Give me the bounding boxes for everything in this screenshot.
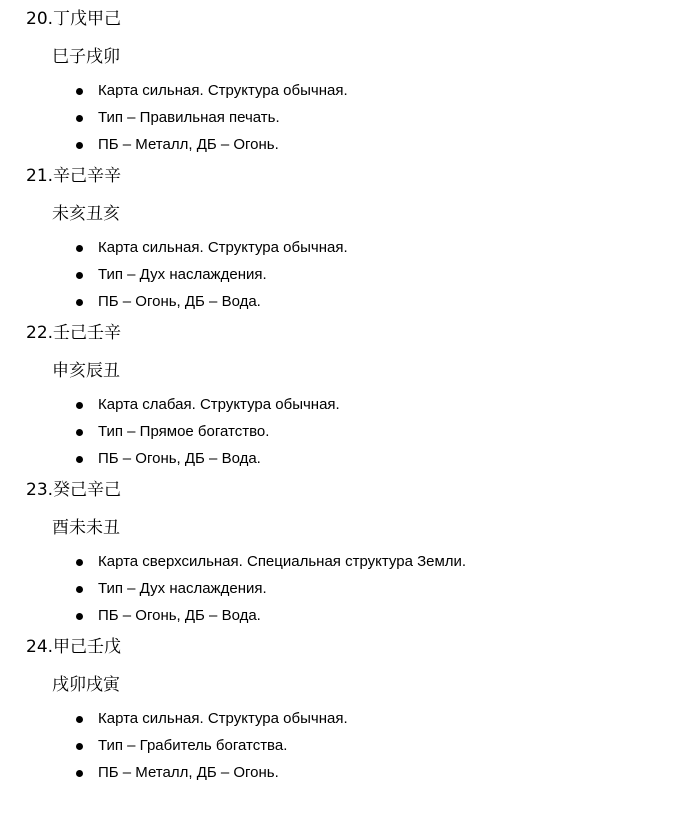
list-item <box>0 551 660 573</box>
list-item-text: Карта сильная. Структура обычная. <box>98 710 348 727</box>
entry-heading <box>26 165 121 187</box>
entry-number: 23. <box>26 480 54 500</box>
list-item <box>0 107 660 129</box>
entry-number: 24. <box>26 637 54 657</box>
bullet-dot-icon <box>76 586 83 593</box>
list-item <box>0 762 660 784</box>
list-item-text: Тип – Прямое богатство. <box>98 423 270 440</box>
list-item <box>0 264 660 286</box>
entry-number: 21. <box>26 166 54 186</box>
list-item <box>0 448 660 470</box>
bullet-dot-icon <box>76 299 83 306</box>
earthly-branches: 申亥辰丑 <box>52 361 120 381</box>
bullet-dot-icon <box>76 88 83 95</box>
earthly-branches: 戌卯戌寅 <box>52 675 120 695</box>
list-item-text: Тип – Правильная печать. <box>98 109 280 126</box>
list-item <box>0 708 660 730</box>
list-item-text: ПБ – Металл, ДБ – Огонь. <box>98 136 279 153</box>
bullet-dot-icon <box>76 770 83 777</box>
heavenly-stems: 丁戊甲己 <box>53 9 122 29</box>
list-item-text: ПБ – Огонь, ДБ – Вода. <box>98 293 261 310</box>
heavenly-stems: 癸己辛己 <box>53 480 122 500</box>
list-item-text: ПБ – Огонь, ДБ – Вода. <box>98 607 261 624</box>
list-item <box>0 394 660 416</box>
heavenly-stems: 甲己壬戊 <box>53 637 122 657</box>
bullet-dot-icon <box>76 716 83 723</box>
earthly-branches: 未亥丑亥 <box>52 204 120 224</box>
entry-number: 22. <box>26 323 54 343</box>
earthly-branches: 巳子戌卯 <box>52 47 120 67</box>
entry-heading <box>26 8 121 30</box>
list-item-text: Карта сильная. Структура обычная. <box>98 82 348 99</box>
bullet-dot-icon <box>76 115 83 122</box>
list-item-text: ПБ – Металл, ДБ – Огонь. <box>98 764 279 781</box>
entry-heading <box>26 479 121 501</box>
list-item <box>0 421 660 443</box>
list-item <box>0 237 660 259</box>
bullet-dot-icon <box>76 613 83 620</box>
list-item-text: Тип – Дух наслаждения. <box>98 266 267 283</box>
entry-heading <box>26 636 121 658</box>
list-item-text: Карта сильная. Структура обычная. <box>98 239 348 256</box>
list-item-text: Тип – Грабитель богатства. <box>98 737 288 754</box>
earthly-branches: 酉未未丑 <box>52 518 120 538</box>
bullet-dot-icon <box>76 743 83 750</box>
list-item-text: Карта слабая. Структура обычная. <box>98 396 340 413</box>
list-item <box>0 80 660 102</box>
list-item <box>0 605 660 627</box>
bullet-dot-icon <box>76 245 83 252</box>
list-item-text: Тип – Дух наслаждения. <box>98 580 267 597</box>
list-item <box>0 291 660 313</box>
list-item-text: Карта сверхсильная. Специальная структура Земли. <box>98 553 467 570</box>
heavenly-stems: 壬己壬辛 <box>53 323 122 343</box>
entry-number: 20. <box>26 9 54 29</box>
bullet-dot-icon <box>76 559 83 566</box>
bullet-dot-icon <box>76 272 83 279</box>
list-item <box>0 134 660 156</box>
entry-heading <box>26 322 121 344</box>
bullet-dot-icon <box>76 456 83 463</box>
bullet-dot-icon <box>76 402 83 409</box>
list-item <box>0 735 660 757</box>
list-item-text: ПБ – Огонь, ДБ – Вода. <box>98 450 261 467</box>
list-item <box>0 578 660 600</box>
heavenly-stems: 辛己辛辛 <box>53 166 122 186</box>
bullet-dot-icon <box>76 142 83 149</box>
bullet-dot-icon <box>76 429 83 436</box>
